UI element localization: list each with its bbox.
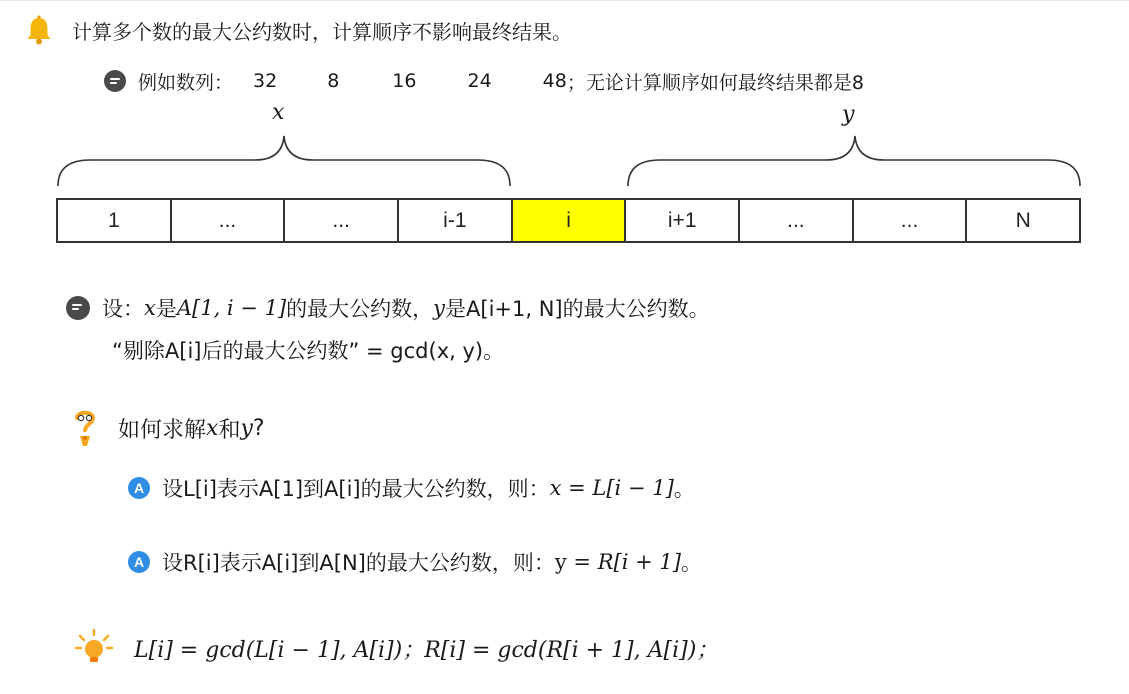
- define-gcd: “剔除A[i]后的最大公约数” = gcd(x, y)。: [112, 339, 505, 363]
- array-cell: ...: [285, 200, 399, 241]
- question-line: [72, 408, 265, 448]
- define-is: 是: [445, 297, 467, 321]
- define-line-2: [112, 334, 504, 366]
- question-suffix: ?: [252, 415, 265, 441]
- question-and: 和: [218, 417, 241, 443]
- answer-line-2: [128, 546, 702, 578]
- answer-text: 设R[i]表示A[i]到A[N]的最大公约数，则：: [162, 551, 555, 575]
- array-cells: [56, 198, 1081, 243]
- right-var-label: y: [842, 102, 855, 127]
- example-number: 16: [392, 70, 417, 92]
- answer-eq: =: [566, 550, 598, 574]
- example-number: 48: [542, 70, 567, 92]
- define-line-1: [66, 292, 710, 324]
- answer-end: 。: [680, 551, 702, 575]
- array-cell: ...: [854, 200, 968, 241]
- comment-icon: [66, 296, 90, 320]
- formula-line: [74, 628, 718, 668]
- array-cell: N: [1015, 208, 1031, 232]
- array-cell: i-1: [399, 200, 513, 241]
- note-text: 计算多个数的最大公约数时，计算顺序不影响最终结果。: [72, 19, 572, 44]
- example-tail: ；无论计算顺序如何最终结果都是8: [566, 71, 864, 94]
- answer-line-1: [128, 472, 695, 504]
- define-rest: A[i+1, N]的最大公约数。: [466, 297, 710, 321]
- define-mid: 的最大公约数，: [286, 297, 434, 321]
- define-y: y: [433, 296, 446, 320]
- define-range-1: A[1, i − 1]: [176, 296, 287, 320]
- example-number: 32: [253, 70, 278, 92]
- answer-end: 。: [673, 477, 695, 501]
- example-number: 8: [327, 70, 340, 92]
- array-cell-highlighted: i: [513, 200, 627, 241]
- array-cell: ...: [172, 200, 286, 241]
- formula-text: L[i] = gcd(L[i − 1], A[i])；R[i] = gcd(R[i + 1], A[i])；: [134, 637, 719, 663]
- array-cell: 1: [58, 200, 172, 241]
- thinking-face-icon: [72, 408, 98, 448]
- question-prefix: 如何求解: [118, 417, 207, 443]
- example-label: 例如数列：: [138, 71, 234, 94]
- lightbulb-icon: [74, 628, 114, 668]
- define-x: x: [144, 296, 156, 320]
- array-cell: i+1: [626, 200, 740, 241]
- answer-expr: L[i − 1]: [592, 476, 674, 500]
- answer-var: y: [554, 550, 567, 574]
- example-number: 24: [467, 70, 492, 92]
- answer-badge-icon: A: [128, 551, 150, 573]
- array-cell: ...: [740, 200, 854, 241]
- brace-right: [628, 136, 1080, 186]
- question-x: x: [206, 415, 219, 441]
- answer-badge-icon: A: [128, 477, 150, 499]
- question-y: y: [240, 415, 253, 441]
- answer-eq: =: [561, 476, 593, 500]
- answer-text: 设L[i]表示A[1]到A[i]的最大公约数，则：: [162, 477, 550, 501]
- define-prefix: 设：: [102, 297, 144, 321]
- left-var-label: x: [272, 100, 285, 125]
- answer-expr: R[i + 1]: [597, 550, 681, 574]
- define-is: 是: [155, 297, 177, 321]
- answer-var: x: [549, 476, 562, 500]
